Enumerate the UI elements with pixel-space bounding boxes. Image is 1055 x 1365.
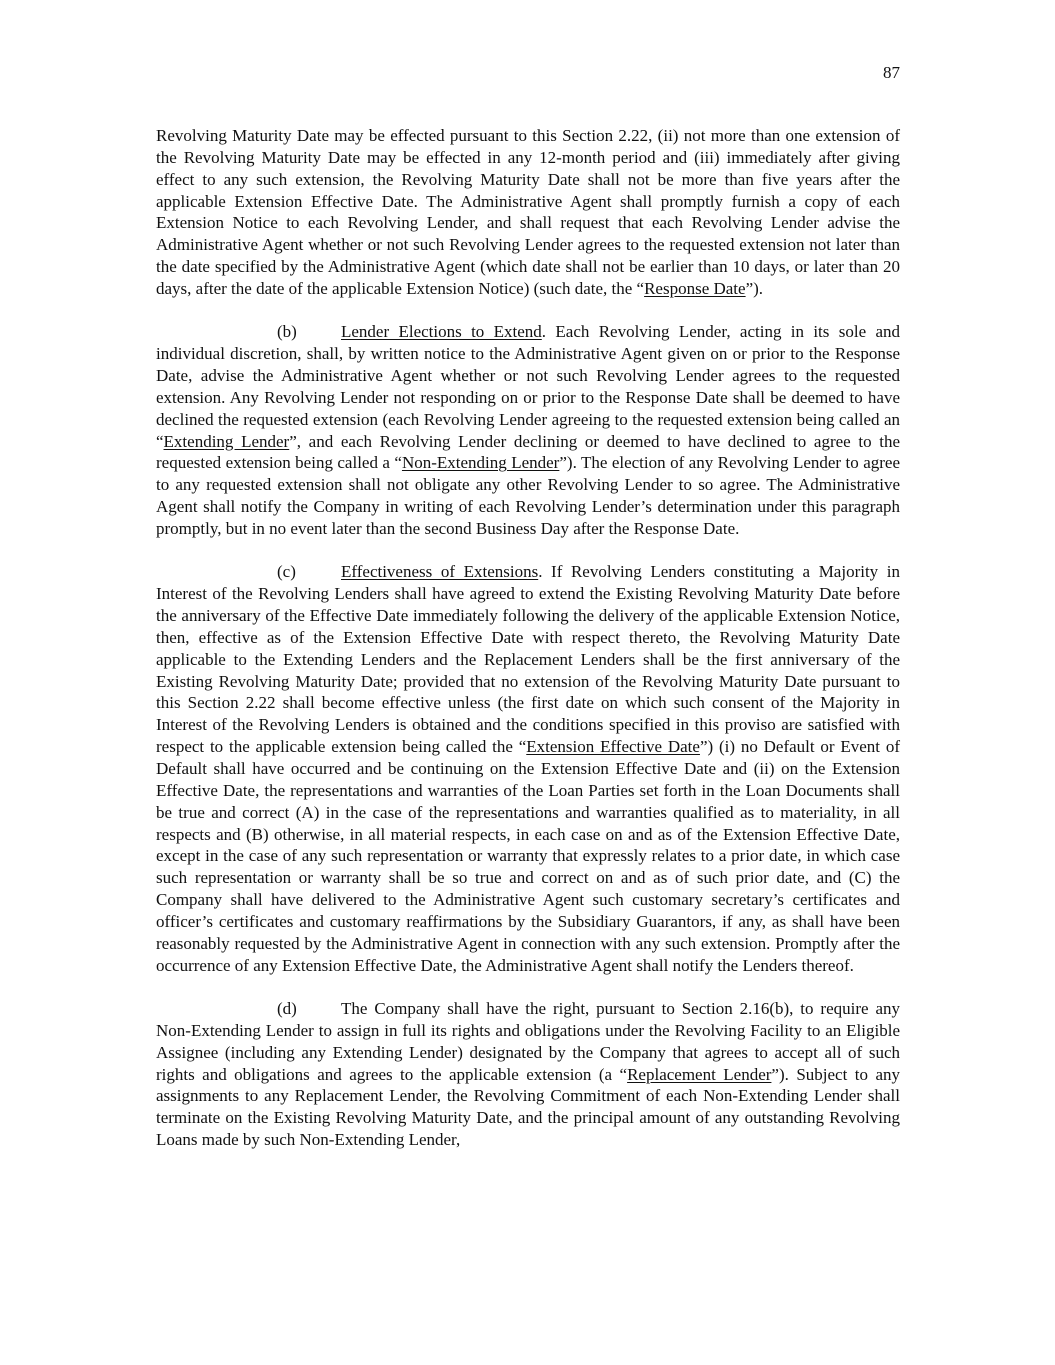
paragraph-b-heading: Lender Elections to Extend <box>341 322 542 342</box>
defined-term-extension-effective-date: Extension Effective Date <box>526 737 700 757</box>
paragraph-b-label: (b) <box>277 322 297 342</box>
paragraph-b-text-3: ”). The election of any Revolving Lender to agree to any requested extension shall not obligate any other Revolving Lender to so agree. The Administrative Agent shall notify the Company in writing of each Revolving Lender’s determination under this paragraph promptly, but in no event later than the second Business Day after the Response Date. <box>156 453 900 538</box>
paragraph-a-continuation <box>156 125 900 300</box>
paragraph-b-text-2: ”, and each Revolving Lender declining or deemed to have declined to agree to the requested extension being called a “ <box>156 431 900 473</box>
paragraph-c-label: (c) <box>277 562 296 582</box>
paragraph-c-text-2: ”) (i) no Default or Event of Default shall have occurred and be continuing on the Extension Effective Date and (ii) on the Extension Effective Date, the representations and warranties of the Loan Parties set forth in the Loan Documents shall be true and correct (A) in the case of the representations and warranties qualified as to materiality, in all respects and (B) otherwise, in all material respects, in each case on and as of the Extension Effective Date, except in the case of any such representation or warranty that expressly relates to a prior date, in which case such representation or warranty shall be so true and correct on and as of such prior date, and (C) the Company shall have delivered to the Administrative Agent such customary secretary’s certificates and officer’s certificates and customary reaffirmations by the Subsidiary Guarantors, if any, as shall have been reasonably requested by the Administrative Agent in connection with any such extension. Promptly after the occurrence of any Extension Effective Date, the Administrative Agent shall notify the Lenders thereof. <box>156 737 901 975</box>
paragraph-d <box>156 998 900 1151</box>
paragraph-d-text-1: The Company shall have the right, pursuant to Section 2.16(b), to require any Non-Extending Lender to assign in full its rights and obligations under the Revolving Facility to an Eligible Assignee (including any Extending Lender) designated by the Company that agrees to accept all of such rights and obligations and agrees to the applicable extension (a “ <box>156 999 900 1084</box>
paragraph-c-heading: Effectiveness of Extensions <box>341 562 539 582</box>
document-body <box>156 125 900 1173</box>
paragraph-b-text-1: . Each Revolving Lender, acting in its sole and individual discretion, shall, by written notice to the Administrative Agent given on or prior to the Response Date, advise the Administrative Agent whether or not such Revolving Lender agrees to the requested extension. Any Revolving Lender not responding on or prior to the Response Date shall be deemed to have declined the requested extension (each Revolving Lender agreeing to the requested extension being called an “ <box>156 322 901 451</box>
paragraph-c-text-1: . If Revolving Lenders constituting a Majority in Interest of the Revolving Lenders shall have agreed to extend the Existing Revolving Maturity Date before the anniversary of the Effective Date immediately following the delivery of the applicable Extension Notice, then, effective as of the Extension Effective Date with respect thereto, the Revolving Maturity Date applicable to the Extending Lenders and the Replacement Lenders shall be the first anniversary of the Existing Revolving Maturity Date; provided that no extension of the Revolving Maturity Date pursuant to this Section 2.22 shall become effective unless (the first date on which such consent of the Majority in Interest of the Revolving Lenders is obtained and the conditions specified in this proviso are satisfied with respect to the applicable extension being called the “ <box>156 562 900 757</box>
defined-term-replacement-lender: Replacement Lender <box>627 1064 772 1084</box>
paragraph-a-text: Revolving Maturity Date may be effected pursuant to this Section 2.22, (ii) not more than one extension of the Revolving Maturity Date may be effected in any 12-month period and (iii) immediately after giving effect to any such extension, the Revolving Maturity Date shall not be more than five years after the applicable Extension Effective Date. The Administrative Agent shall promptly furnish a copy of each Extension Notice to each Revolving Lender, and shall request that each Revolving Lender advise the Administrative Agent whether or not such Revolving Lender agrees to the requested extension not later than the date specified by the Administrative Agent (which date shall not be earlier than 10 days, or later than 20 days, after the date of the applicable Extension Notice) (such date, the “ <box>156 126 900 298</box>
defined-term-non-extending-lender: Non-Extending Lender <box>401 453 560 473</box>
defined-term-response-date: Response Date <box>644 278 746 298</box>
paragraph-a-end: ”). <box>745 278 764 298</box>
paragraph-d-text-2: ”). Subject to any assignments to any Replacement Lender, the Revolving Commitment of each Non-Extending Lender shall terminate on the Existing Revolving Maturity Date, and the principal amount of any outstanding Revolving Loans made by such Non-Extending Lender, <box>156 1064 901 1150</box>
paragraph-b <box>156 321 900 539</box>
paragraph-d-label: (d) <box>277 999 297 1018</box>
defined-term-extending-lender: Extending Lender <box>163 431 290 451</box>
paragraph-c <box>156 561 900 976</box>
page-number: 87 <box>883 63 900 82</box>
